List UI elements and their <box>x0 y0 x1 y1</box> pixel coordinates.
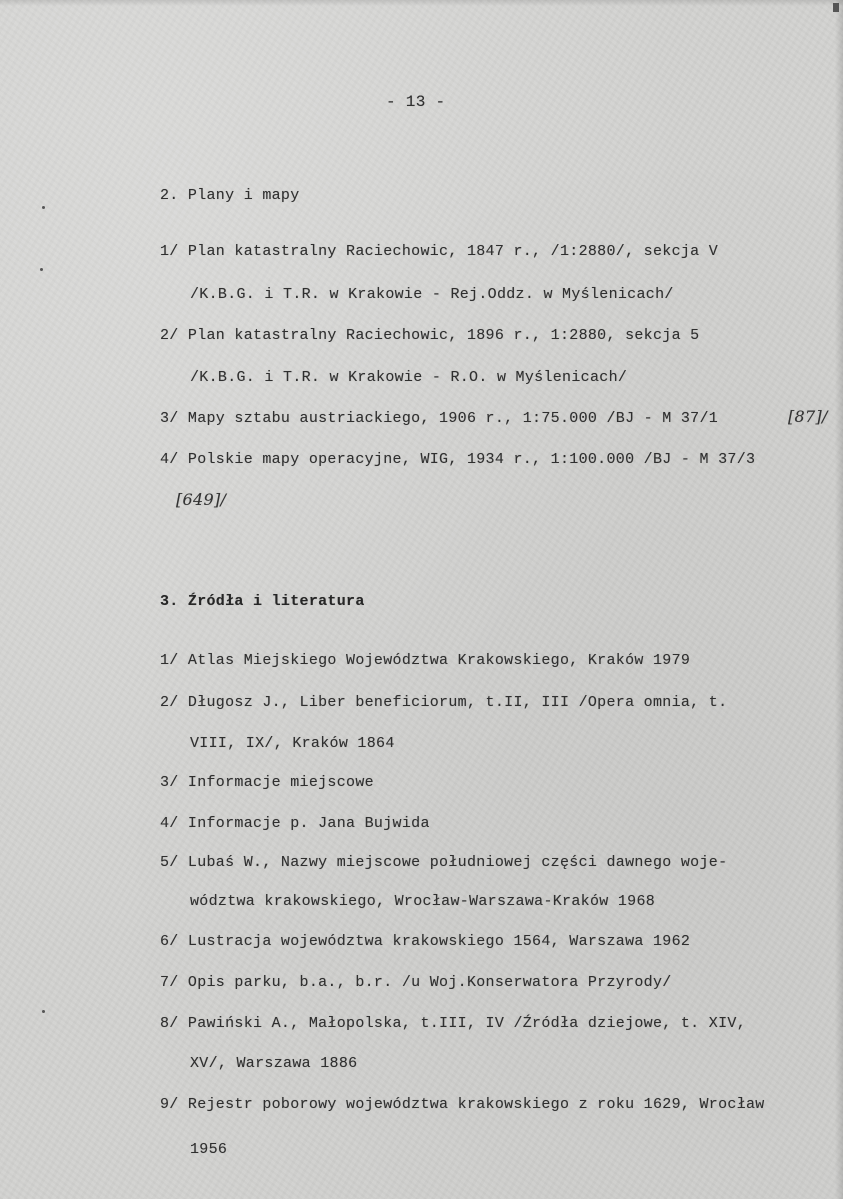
margin-dot <box>40 268 43 271</box>
source-item-8-line-1: 8/ Pawiński A., Małopolska, t.III, IV /Źródła dziejowe, t. XIV, <box>160 1015 746 1032</box>
source-item-5-line-1: 5/ Lubaś W., Nazwy miejscowe południowej części dawnego woje- <box>160 854 728 871</box>
margin-dot <box>42 1010 45 1013</box>
source-item-2-line-2: VIII, IX/, Kraków 1864 <box>190 735 395 752</box>
section-heading-plans: 2. Plany i mapy <box>160 187 300 204</box>
page-edge-shadow-right <box>835 0 843 1199</box>
plan-item-3-line-1: 3/ Mapy sztabu austriackiego, 1906 r., 1:75.000 /BJ - M 37/1 <box>160 410 728 427</box>
source-item-1-line-1: 1/ Atlas Miejskiego Województwa Krakowskiego, Kraków 1979 <box>160 652 691 669</box>
source-item-9-line-2: 1956 <box>190 1141 228 1158</box>
plan-item-1-line-2: /K.B.G. i T.R. w Krakowie - Rej.Oddz. w Myślenicach/ <box>190 286 674 303</box>
source-item-5-line-2: wództwa krakowskiego, Wrocław-Warszawa-Kraków 1968 <box>190 893 656 910</box>
source-item-7-line-1: 7/ Opis parku, b.a., b.r. /u Woj.Konserwatora Przyrody/ <box>160 974 672 991</box>
margin-dot <box>42 206 45 209</box>
corner-mark <box>833 3 839 12</box>
source-item-3-line-1: 3/ Informacje miejscowe <box>160 774 374 791</box>
page-edge-shadow-top <box>0 0 843 6</box>
plan-item-3-handwritten-ref: [87]/ <box>788 407 828 426</box>
plan-item-1-line-1: 1/ Plan katastralny Raciechowic, 1847 r., /1:2880/, sekcja V <box>160 243 719 260</box>
plan-item-4-handwritten-ref: [649]/ <box>176 490 227 509</box>
source-item-8-line-2: XV/, Warszawa 1886 <box>190 1055 358 1072</box>
plan-item-2-line-2: /K.B.G. i T.R. w Krakowie - R.O. w Myślenicach/ <box>190 369 628 386</box>
section-heading-sources: 3. Źródła i literatura <box>160 593 365 610</box>
source-item-4-line-1: 4/ Informacje p. Jana Bujwida <box>160 815 430 832</box>
source-item-6-line-1: 6/ Lustracja województwa krakowskiego 1564, Warszawa 1962 <box>160 933 691 950</box>
source-item-9-line-1: 9/ Rejestr poborowy województwa krakowskiego z roku 1629, Wrocław <box>160 1096 765 1113</box>
plan-item-2-line-1: 2/ Plan katastralny Raciechowic, 1896 r., 1:2880, sekcja 5 <box>160 327 700 344</box>
plan-item-4-line-1: 4/ Polskie mapy operacyjne, WIG, 1934 r., 1:100.000 /BJ - M 37/3 <box>160 451 756 468</box>
page-number: - 13 - <box>386 93 446 111</box>
source-item-2-line-1: 2/ Długosz J., Liber beneficiorum, t.II, III /Opera omnia, t. <box>160 694 728 711</box>
